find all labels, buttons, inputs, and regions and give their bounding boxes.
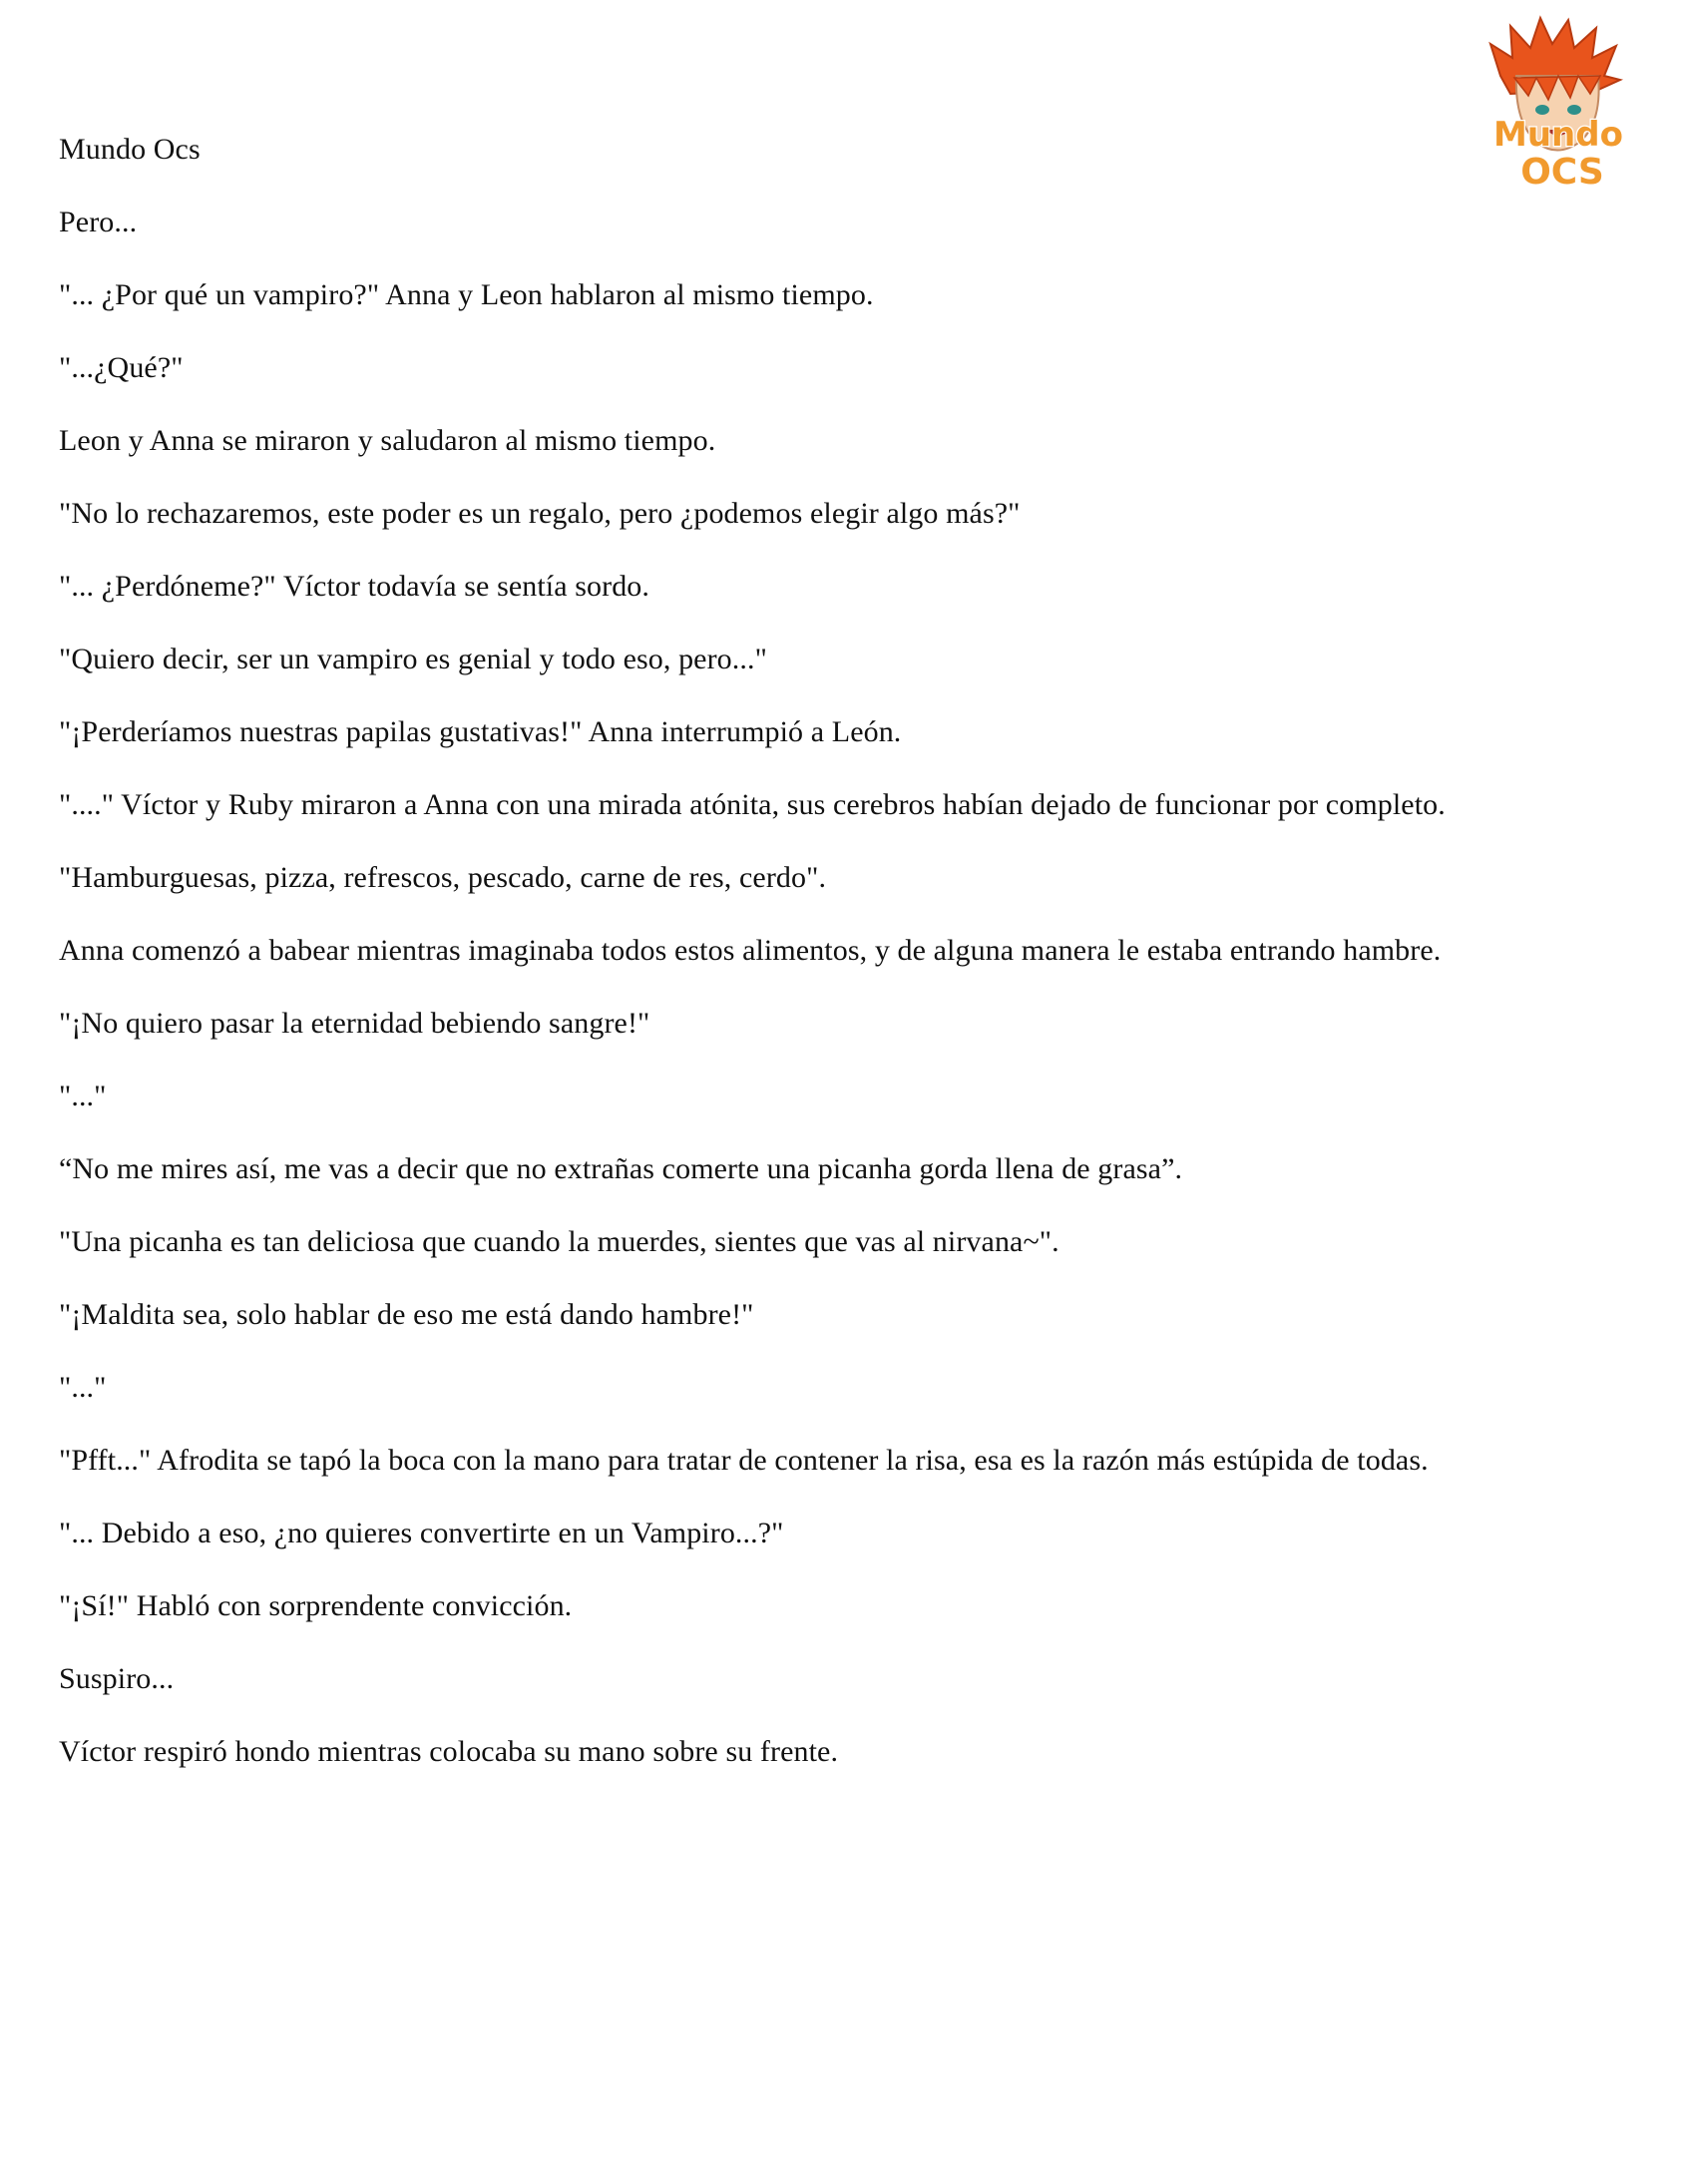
paragraph: Víctor respiró hondo mientras colocaba su mano sobre su frente. — [59, 1735, 839, 1768]
logo-left-eye — [1535, 105, 1549, 115]
paragraph: Suspiro... — [59, 1662, 175, 1695]
paragraph: "... Debido a eso, ¿no quieres convertirte en un Vampiro...?" — [59, 1517, 784, 1549]
paragraph: "..." — [59, 1080, 107, 1112]
paragraph: Anna comenzó a babear mientras imaginaba todos estos alimentos, y de alguna manera le estaba entrando hambre. — [59, 934, 1442, 967]
paragraph: "¡Sí!" Habló con sorprendente convicción. — [59, 1589, 573, 1622]
paragraph: "Quiero decir, ser un vampiro es genial y todo eso, pero..." — [59, 643, 767, 675]
paragraph: "¡Perderíamos nuestras papilas gustativas!" Anna interrumpió a León. — [59, 715, 902, 748]
paragraph: "...¿Qué?" — [59, 351, 184, 384]
paragraph: "... ¿Perdóneme?" Víctor todavía se sentía sordo. — [59, 570, 650, 603]
heading-paragraph: Mundo Ocs — [59, 133, 201, 166]
paragraph: "No lo rechazaremos, este poder es un regalo, pero ¿podemos elegir algo más?" — [59, 497, 1021, 530]
paragraph: "...." Víctor y Ruby miraron a Anna con una mirada atónita, sus cerebros habían dejado de funcionar por completo. — [59, 788, 1446, 821]
document-body — [59, 130, 1575, 1805]
paragraph: Leon y Anna se miraron y saludaron al mismo tiempo. — [59, 424, 716, 457]
logo-text-ocs: OCS — [1520, 152, 1604, 192]
paragraph: Pero... — [59, 206, 138, 238]
paragraph: “No me mires así, me vas a decir que no extrañas comerte una picanha gorda llena de grasa”. — [59, 1152, 1183, 1185]
logo-text-mundo: Mundo — [1493, 115, 1623, 155]
paragraph: "..." — [59, 1371, 107, 1404]
logo-right-eye — [1567, 105, 1581, 115]
paragraph: "... ¿Por qué un vampiro?" Anna y Leon hablaron al mismo tiempo. — [59, 278, 874, 311]
paragraph: "¡No quiero pasar la eternidad bebiendo sangre!" — [59, 1007, 650, 1040]
paragraph: "Una picanha es tan deliciosa que cuando la muerdes, sientes que vas al nirvana~". — [59, 1225, 1059, 1258]
paragraph: "¡Maldita sea, solo hablar de eso me está dando hambre!" — [59, 1298, 754, 1331]
paragraph: "Hamburguesas, pizza, refrescos, pescado, carne de res, cerdo". — [59, 861, 827, 894]
paragraph: "Pfft..." Afrodita se tapó la boca con la mano para tratar de contener la risa, esa es la razón más estúpida de todas. — [59, 1444, 1429, 1477]
